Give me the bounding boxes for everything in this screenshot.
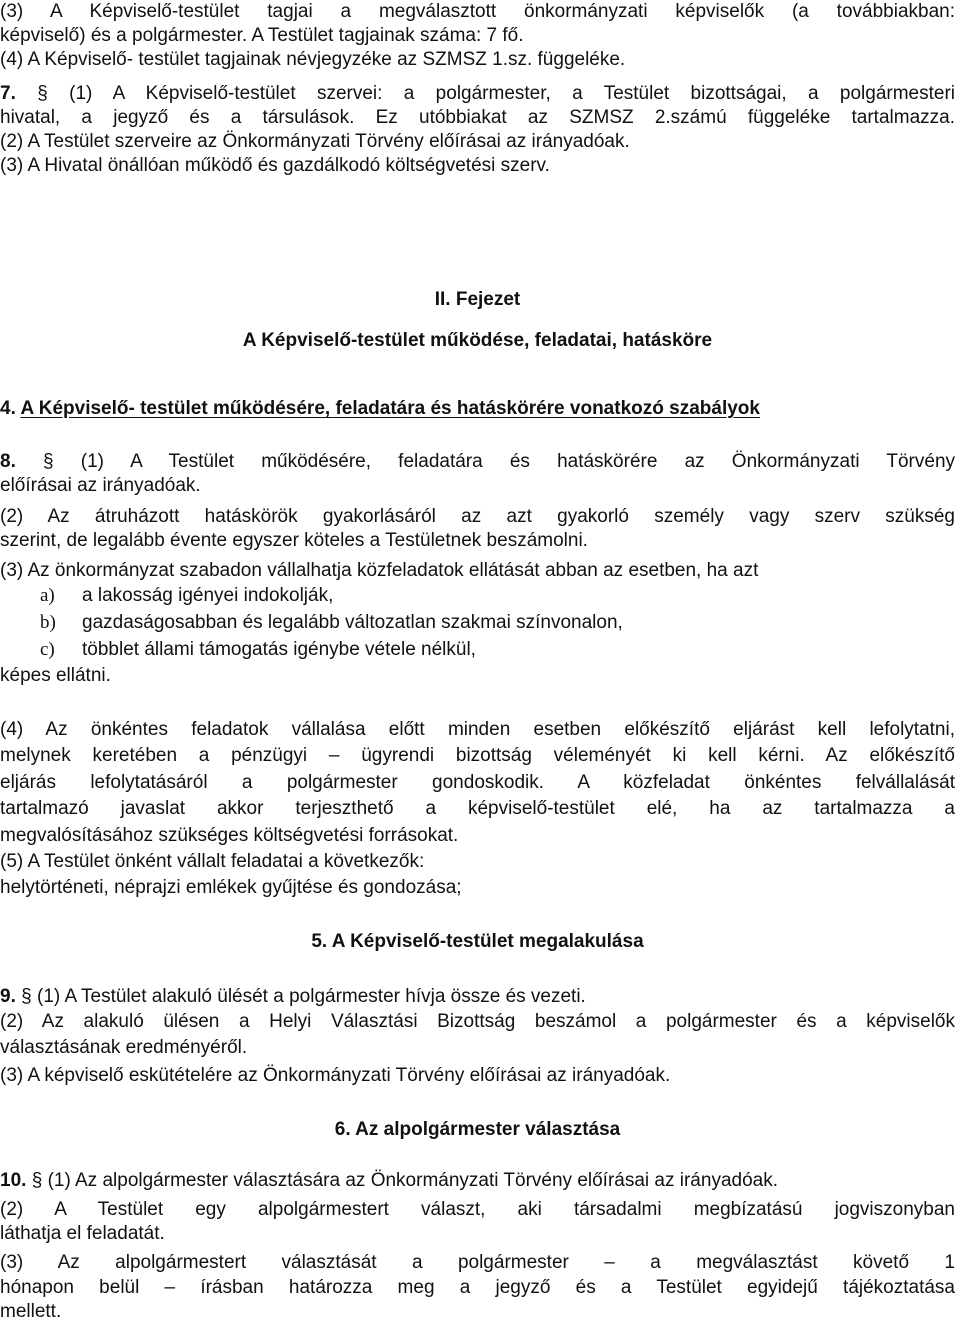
paragraph-line: (2) Az alakuló ülésen a Helyi Választási Bizottság beszámol a polgármester és a képviselők: [0, 1011, 955, 1032]
paragraph-line: (4) A Képviselő- testület tagjainak névjegyzéke az SZMSZ 1.sz. függeléke.: [0, 49, 626, 70]
paragraph-line: (4) Az önkéntes feladatok vállalása előtt minden esetben előkészítő eljárást kell lefolytatni,: [0, 719, 955, 740]
paragraph-line: (3) A képviselő eskütételére az Önkormányzati Törvény előírásai az irányadóak.: [0, 1065, 671, 1086]
subheading-4: [0, 397, 955, 421]
section-7-line: [0, 82, 955, 106]
subheading-number: 4.: [0, 398, 16, 419]
section-sign: §: [31, 1170, 43, 1191]
section-9-line: [0, 985, 955, 1009]
paragraph-line: (5) A Testület önként vállalt feladatai a következők:: [0, 851, 425, 872]
paragraph-line: szerint, de legalább évente egyszer köteles a Testületnek beszámolni.: [0, 530, 588, 551]
section-number: 9.: [0, 986, 16, 1007]
chapter-subtitle: A Képviselő-testület működése, feladatai, hatásköre: [242, 330, 713, 351]
paragraph-line: képes ellátni.: [0, 665, 111, 686]
section-text: (1) Az alpolgármester választására az Önkormányzati Törvény előírásai az irányadóak.: [47, 1170, 778, 1191]
paragraph-line: melynek keretében a pénzügyi – ügyrendi bizottság véleményét ki kell kérni. Az előkészítő: [0, 745, 955, 766]
paragraph-line: (3) A Képviselő-testület tagjai a megválasztott önkormányzati képviselők (a továbbiakban:: [0, 1, 955, 22]
list-item: [40, 584, 955, 608]
paragraph-line: előírásai az irányadóak.: [0, 475, 201, 496]
subheading-title: A Képviselő- testület működésére, feladatára és hatáskörére vonatkozó szabályok: [20, 398, 760, 419]
list-item-label: c): [40, 639, 55, 660]
section-text: (1) A Testület működésére, feladatára és hatáskörére az Önkormányzati Törvény: [80, 451, 956, 472]
section-sign: §: [21, 986, 32, 1007]
paragraph-line: hónapon belül – írásban határozza meg a jegyző és a Testület egyidejű tájékoztatása: [0, 1277, 955, 1298]
section-text: (1) A Testület alakuló ülését a polgármester hívja össze és vezeti.: [37, 986, 586, 1007]
list-item-label: a): [40, 585, 55, 606]
paragraph-line: (2) A Testület szerveire az Önkormányzati Törvény előírásai az irányadóak.: [0, 131, 630, 152]
paragraph-line: választásának eredményéről.: [0, 1037, 248, 1058]
section-text: (1) A Képviselő-testület szervei: a polgármester, a Testület bizottságai, a polgármesteri: [69, 83, 956, 104]
section-10-line: [0, 1169, 955, 1193]
list-item: [40, 611, 955, 635]
paragraph-line: (2) A Testület egy alpolgármestert választ, aki társadalmi megbízatású jogviszonyban: [0, 1199, 955, 1220]
paragraph-line: megvalósításához szükséges költségvetési forrásokat.: [0, 825, 459, 846]
paragraph-line: (3) Az önkormányzat szabadon vállalhatja közfeladatok ellátását abban az esetben, ha azt: [0, 560, 759, 581]
paragraph-line: láthatja el feladatát.: [0, 1223, 165, 1244]
section-number: 8.: [0, 451, 16, 472]
paragraph-line: (2) Az átruházott hatáskörök gyakorlásáról az azt gyakorló személy vagy szerv szükség: [0, 506, 955, 527]
paragraph-line: (3) Az alpolgármestert választását a polgármester – a megválasztást követő 1: [0, 1252, 955, 1273]
section-number: 10.: [0, 1170, 27, 1191]
subheading-6: 6. Az alpolgármester választása: [334, 1119, 621, 1140]
section-8-line: [0, 450, 955, 474]
list-item-text: a lakosság igényei indokolják,: [82, 585, 334, 606]
paragraph-line: helytörténeti, néprajzi emlékek gyűjtése és gondozása;: [0, 877, 462, 898]
section-sign: §: [37, 83, 48, 104]
list-item-text: gazdaságosabban és legalább változatlan szakmai színvonalon,: [82, 612, 623, 633]
paragraph-line: hivatal, a jegyző és a társulások. Ez utóbbiakat az SZMSZ 2.számú függeléke tartalmazza.: [0, 107, 955, 128]
subheading-5: 5. A Képviselő-testület megalakulása: [311, 931, 644, 952]
paragraph-line: (3) A Hivatal önállóan működő és gazdálkodó költségvetési szerv.: [0, 155, 550, 176]
chapter-title: II. Fejezet: [434, 289, 521, 310]
list-item-label: b): [40, 612, 56, 633]
paragraph-line: képviselő) és a polgármester. A Testület tagjainak száma: 7 fő.: [0, 25, 524, 46]
paragraph-line: eljárás lefolytatásáról a polgármester gondoskodik. A közfeladat önkéntes felvállalását: [0, 772, 955, 793]
section-number: 7.: [0, 83, 16, 104]
paragraph-line: mellett.: [0, 1301, 62, 1322]
list-item: [40, 638, 955, 662]
list-item-text: többlet állami támogatás igénybe vétele nélkül,: [82, 639, 476, 660]
paragraph-line: tartalmazó javaslat akkor terjeszthető a képviselő-testület elé, ha az tartalmazza a: [0, 798, 955, 819]
section-sign: §: [43, 451, 54, 472]
